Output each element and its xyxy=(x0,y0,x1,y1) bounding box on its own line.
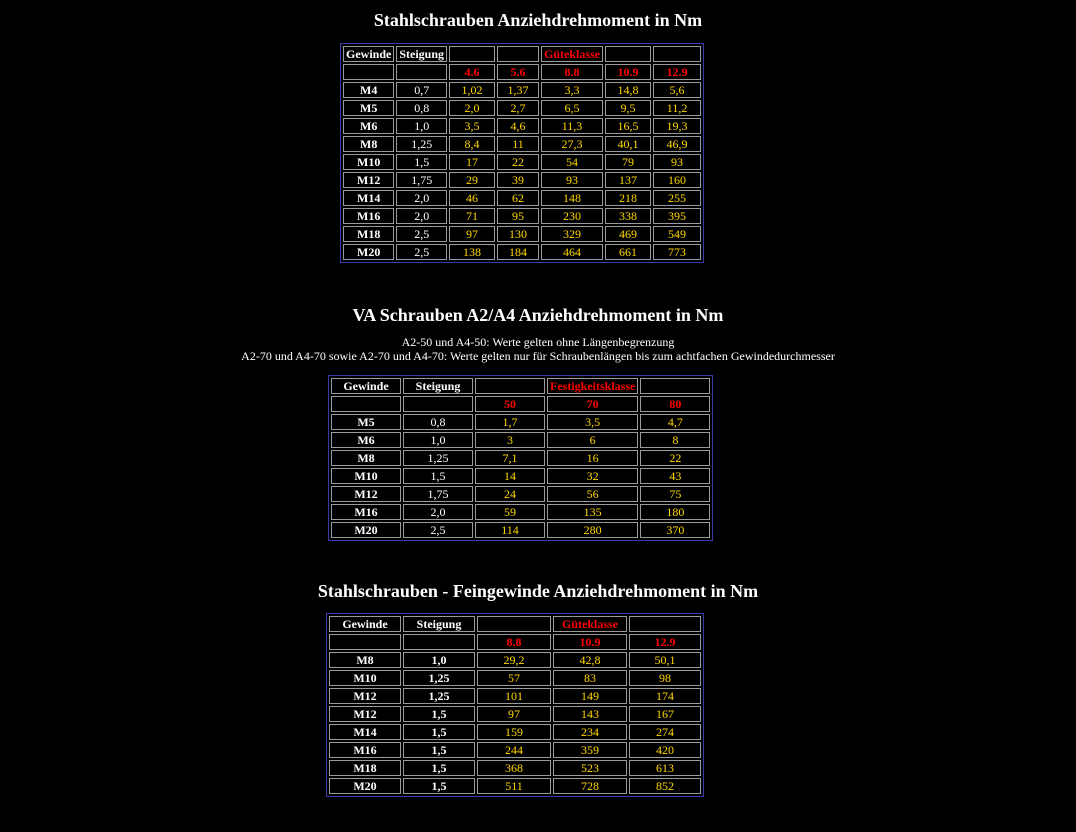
torque-value: 338 xyxy=(605,208,651,224)
torque-value: 3 xyxy=(475,432,545,448)
thread-size: M16 xyxy=(331,504,401,520)
thread-size: M10 xyxy=(329,670,401,686)
table-row xyxy=(329,652,701,668)
grade-cell: 12.9 xyxy=(629,634,701,650)
torque-value: 93 xyxy=(653,154,701,170)
torque-value: 40,1 xyxy=(605,136,651,152)
torque-value: 1,7 xyxy=(475,414,545,430)
table-row xyxy=(343,190,701,206)
section-va-screws xyxy=(0,304,1076,363)
torque-value: 39 xyxy=(497,172,539,188)
table-row xyxy=(329,760,701,776)
torque-value: 137 xyxy=(605,172,651,188)
table-row xyxy=(343,244,701,260)
torque-value: 218 xyxy=(605,190,651,206)
pitch-value: 1,0 xyxy=(396,118,447,134)
table-row xyxy=(329,706,701,722)
torque-value: 464 xyxy=(541,244,603,260)
pitch-value: 2,5 xyxy=(403,522,473,538)
section-steel-screws xyxy=(0,9,1076,31)
pitch-value: 1,25 xyxy=(403,670,475,686)
torque-value: 7,1 xyxy=(475,450,545,466)
thread-size: M12 xyxy=(329,706,401,722)
torque-value: 130 xyxy=(497,226,539,242)
torque-value: 395 xyxy=(653,208,701,224)
torque-value: 549 xyxy=(653,226,701,242)
torque-value: 59 xyxy=(475,504,545,520)
table-row xyxy=(343,100,701,116)
torque-value: 22 xyxy=(497,154,539,170)
grade-row xyxy=(329,634,701,650)
torque-value: 4,6 xyxy=(497,118,539,134)
torque-value: 97 xyxy=(477,706,551,722)
torque-value: 50,1 xyxy=(629,652,701,668)
grade-row xyxy=(331,396,710,412)
table-row xyxy=(331,504,710,520)
torque-value: 54 xyxy=(541,154,603,170)
torque-value: 3,5 xyxy=(547,414,638,430)
header-cell: Steigung xyxy=(403,378,473,394)
grade-cell: 10.9 xyxy=(553,634,627,650)
torque-value: 29 xyxy=(449,172,495,188)
torque-value: 8,4 xyxy=(449,136,495,152)
header-row xyxy=(329,616,701,632)
torque-value: 11 xyxy=(497,136,539,152)
torque-value: 97 xyxy=(449,226,495,242)
grade-class-header: Festigkeitsklasse xyxy=(547,378,638,394)
torque-value: 46,9 xyxy=(653,136,701,152)
header-cell: Gewinde xyxy=(343,46,394,62)
empty-cell xyxy=(331,396,401,412)
thread-size: M20 xyxy=(331,522,401,538)
thread-size: M5 xyxy=(331,414,401,430)
pitch-value: 1,75 xyxy=(396,172,447,188)
pitch-value: 1,25 xyxy=(403,450,473,466)
thread-size: M12 xyxy=(331,486,401,502)
table-row xyxy=(331,450,710,466)
torque-value: 511 xyxy=(477,778,551,794)
torque-value: 56 xyxy=(547,486,638,502)
empty-cell xyxy=(403,634,475,650)
torque-value: 255 xyxy=(653,190,701,206)
torque-value: 148 xyxy=(541,190,603,206)
thread-size: M20 xyxy=(329,778,401,794)
torque-value: 71 xyxy=(449,208,495,224)
pitch-value: 1,5 xyxy=(403,760,475,776)
thread-size: M16 xyxy=(343,208,394,224)
pitch-value: 1,0 xyxy=(403,652,475,668)
table-row xyxy=(343,208,701,224)
torque-value: 6,5 xyxy=(541,100,603,116)
grade-cell: 5.6 xyxy=(497,64,539,80)
grade-cell: 50 xyxy=(475,396,545,412)
torque-value: 79 xyxy=(605,154,651,170)
table-row xyxy=(331,468,710,484)
section-fine-thread xyxy=(0,580,1076,602)
table-row xyxy=(329,742,701,758)
torque-value: 244 xyxy=(477,742,551,758)
torque-value: 42,8 xyxy=(553,652,627,668)
header-row xyxy=(331,378,710,394)
torque-value: 46 xyxy=(449,190,495,206)
torque-value: 2,0 xyxy=(449,100,495,116)
torque-value: 14,8 xyxy=(605,82,651,98)
header-cell xyxy=(449,46,495,62)
pitch-value: 0,8 xyxy=(403,414,473,430)
thread-size: M4 xyxy=(343,82,394,98)
torque-value: 95 xyxy=(497,208,539,224)
grade-class-header: Güteklasse xyxy=(541,46,603,62)
torque-value: 160 xyxy=(653,172,701,188)
table-row xyxy=(343,154,701,170)
table2-title: VA Schrauben A2/A4 Anziehdrehmoment in Nm xyxy=(352,305,724,325)
torque-value: 1,02 xyxy=(449,82,495,98)
header-cell: Steigung xyxy=(403,616,475,632)
torque-value: 5,6 xyxy=(653,82,701,98)
torque-value: 29,2 xyxy=(477,652,551,668)
torque-value: 523 xyxy=(553,760,627,776)
thread-size: M10 xyxy=(331,468,401,484)
table-row xyxy=(343,136,701,152)
torque-value: 101 xyxy=(477,688,551,704)
header-cell xyxy=(640,378,710,394)
thread-size: M12 xyxy=(343,172,394,188)
torque-value: 16 xyxy=(547,450,638,466)
header-cell: Gewinde xyxy=(331,378,401,394)
empty-cell xyxy=(329,634,401,650)
torque-value: 114 xyxy=(475,522,545,538)
thread-size: M12 xyxy=(329,688,401,704)
torque-value: 613 xyxy=(629,760,701,776)
header-cell: Steigung xyxy=(396,46,447,62)
torque-value: 370 xyxy=(640,522,710,538)
torque-value: 4,7 xyxy=(640,414,710,430)
torque-value: 24 xyxy=(475,486,545,502)
pitch-value: 1,5 xyxy=(403,468,473,484)
grade-class-header: Güteklasse xyxy=(553,616,627,632)
thread-size: M6 xyxy=(331,432,401,448)
grade-cell: 4.6 xyxy=(449,64,495,80)
table-row xyxy=(343,118,701,134)
torque-value: 159 xyxy=(477,724,551,740)
table-row xyxy=(331,414,710,430)
torque-value: 43 xyxy=(640,468,710,484)
torque-value: 16,5 xyxy=(605,118,651,134)
torque-value: 180 xyxy=(640,504,710,520)
thread-size: M14 xyxy=(329,724,401,740)
pitch-value: 2,0 xyxy=(396,190,447,206)
table-row xyxy=(343,172,701,188)
pitch-value: 1,5 xyxy=(403,778,475,794)
torque-value: 368 xyxy=(477,760,551,776)
pitch-value: 1,5 xyxy=(403,706,475,722)
table-row xyxy=(329,778,701,794)
table1-title: Stahlschrauben Anziehdrehmoment in Nm xyxy=(373,10,703,30)
table-row xyxy=(329,688,701,704)
torque-value: 93 xyxy=(541,172,603,188)
torque-value: 14 xyxy=(475,468,545,484)
table-row xyxy=(331,522,710,538)
torque-value: 6 xyxy=(547,432,638,448)
pitch-value: 1,75 xyxy=(403,486,473,502)
torque-value: 167 xyxy=(629,706,701,722)
torque-value: 3,5 xyxy=(449,118,495,134)
torque-value: 57 xyxy=(477,670,551,686)
torque-value: 420 xyxy=(629,742,701,758)
torque-value: 359 xyxy=(553,742,627,758)
torque-value: 143 xyxy=(553,706,627,722)
torque-value: 9,5 xyxy=(605,100,651,116)
torque-value: 2,7 xyxy=(497,100,539,116)
pitch-value: 2,5 xyxy=(396,226,447,242)
torque-value: 329 xyxy=(541,226,603,242)
table-row xyxy=(343,226,701,242)
torque-value: 135 xyxy=(547,504,638,520)
thread-size: M16 xyxy=(329,742,401,758)
empty-cell xyxy=(396,64,447,80)
header-cell xyxy=(605,46,651,62)
thread-size: M20 xyxy=(343,244,394,260)
empty-cell xyxy=(403,396,473,412)
header-cell: Gewinde xyxy=(329,616,401,632)
table-row xyxy=(331,486,710,502)
pitch-value: 0,8 xyxy=(396,100,447,116)
pitch-value: 1,5 xyxy=(403,724,475,740)
torque-value: 11,3 xyxy=(541,118,603,134)
pitch-value: 1,5 xyxy=(396,154,447,170)
torque-value: 19,3 xyxy=(653,118,701,134)
torque-value: 17 xyxy=(449,154,495,170)
torque-value: 32 xyxy=(547,468,638,484)
header-cell xyxy=(629,616,701,632)
pitch-value: 2,5 xyxy=(396,244,447,260)
grade-cell: 10.9 xyxy=(605,64,651,80)
pitch-value: 2,0 xyxy=(403,504,473,520)
torque-value: 11,2 xyxy=(653,100,701,116)
header-row xyxy=(343,46,701,62)
grade-cell: 8.8 xyxy=(477,634,551,650)
table2-note-2: A2-70 und A4-70 sowie A2-70 und A4-70: Werte gelten nur für Schraubenlängen bis zum achtfachen Gewindedurchmesser xyxy=(241,349,835,363)
thread-size: M8 xyxy=(329,652,401,668)
thread-size: M18 xyxy=(343,226,394,242)
thread-size: M5 xyxy=(343,100,394,116)
thread-size: M8 xyxy=(331,450,401,466)
table-row xyxy=(329,724,701,740)
pitch-value: 1,25 xyxy=(403,688,475,704)
empty-cell xyxy=(343,64,394,80)
thread-size: M10 xyxy=(343,154,394,170)
thread-size: M18 xyxy=(329,760,401,776)
torque-value: 75 xyxy=(640,486,710,502)
torque-value: 728 xyxy=(553,778,627,794)
torque-value: 234 xyxy=(553,724,627,740)
grade-cell: 70 xyxy=(547,396,638,412)
table-row xyxy=(329,670,701,686)
table-row xyxy=(343,82,701,98)
torque-value: 274 xyxy=(629,724,701,740)
pitch-value: 2,0 xyxy=(396,208,447,224)
torque-value: 138 xyxy=(449,244,495,260)
grade-cell: 8.8 xyxy=(541,64,603,80)
header-cell xyxy=(653,46,701,62)
torque-value: 22 xyxy=(640,450,710,466)
header-cell xyxy=(477,616,551,632)
table-row xyxy=(331,432,710,448)
table2-note-1: A2-50 und A4-50: Werte gelten ohne Längenbegrenzung xyxy=(401,335,675,349)
table3-title: Stahlschrauben - Feingewinde Anziehdrehmoment in Nm xyxy=(317,581,759,601)
thread-size: M6 xyxy=(343,118,394,134)
torque-value: 661 xyxy=(605,244,651,260)
torque-value: 852 xyxy=(629,778,701,794)
torque-value: 149 xyxy=(553,688,627,704)
torque-value: 62 xyxy=(497,190,539,206)
thread-size: M8 xyxy=(343,136,394,152)
torque-table-steel xyxy=(340,43,704,263)
grade-cell: 80 xyxy=(640,396,710,412)
torque-value: 174 xyxy=(629,688,701,704)
torque-value: 1,37 xyxy=(497,82,539,98)
grade-cell: 12.9 xyxy=(653,64,701,80)
pitch-value: 1,0 xyxy=(403,432,473,448)
torque-value: 27,3 xyxy=(541,136,603,152)
pitch-value: 0,7 xyxy=(396,82,447,98)
torque-value: 280 xyxy=(547,522,638,538)
pitch-value: 1,25 xyxy=(396,136,447,152)
torque-value: 8 xyxy=(640,432,710,448)
torque-value: 83 xyxy=(553,670,627,686)
torque-value: 3,3 xyxy=(541,82,603,98)
thread-size: M14 xyxy=(343,190,394,206)
torque-value: 773 xyxy=(653,244,701,260)
torque-value: 98 xyxy=(629,670,701,686)
torque-value: 230 xyxy=(541,208,603,224)
pitch-value: 1,5 xyxy=(403,742,475,758)
torque-table-fine-thread xyxy=(326,613,704,797)
grade-row xyxy=(343,64,701,80)
header-cell xyxy=(475,378,545,394)
torque-table-va xyxy=(328,375,713,541)
torque-value: 184 xyxy=(497,244,539,260)
header-cell xyxy=(497,46,539,62)
torque-value: 469 xyxy=(605,226,651,242)
